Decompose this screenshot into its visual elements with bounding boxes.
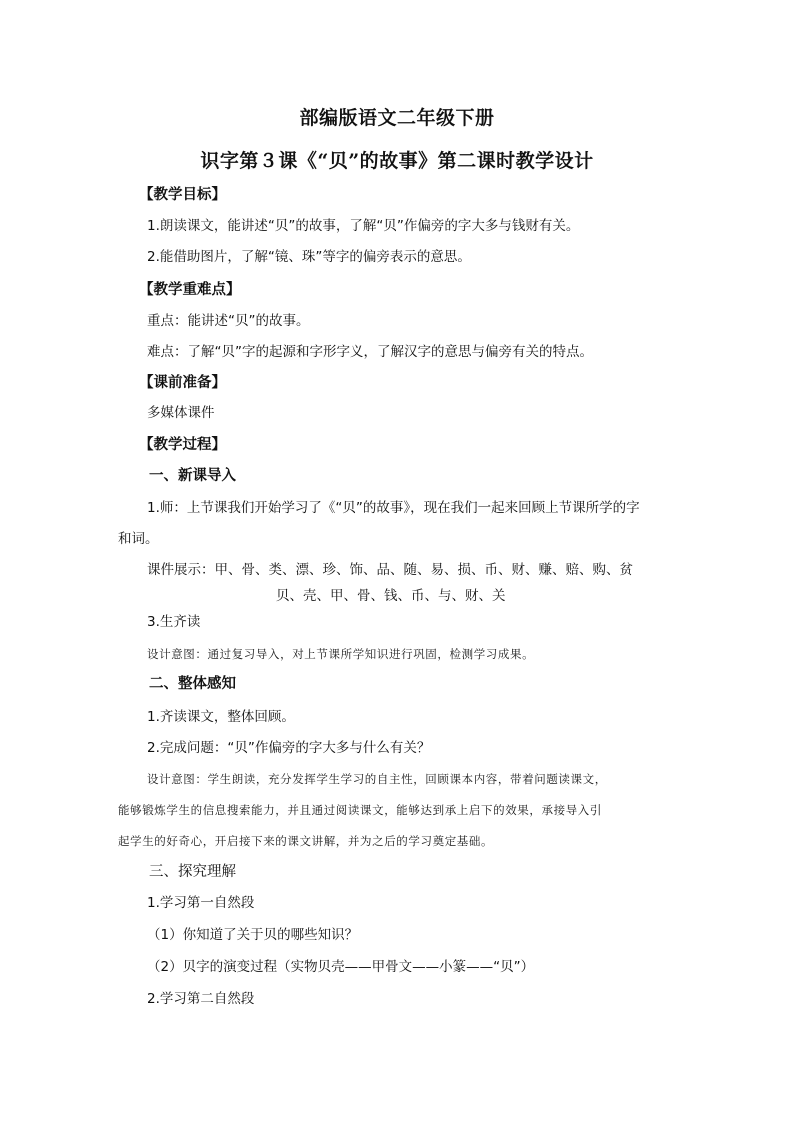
part1-design-note: 设计意图：通过复习导入，对上节课所学知识进行巩固，检测学习成果。 bbox=[147, 647, 535, 661]
part1-item1-line1: 1.师：上节课我们开始学习了《“贝”的故事》，现在我们一起来回顾上节课所学的字 bbox=[147, 500, 640, 516]
part2-item2: 2.完成问题：“贝”作偏旁的字大多与什么有关？ bbox=[147, 740, 431, 756]
lesson-title: 识字第３课《“贝”的故事》第二课时教学设计 bbox=[200, 150, 594, 172]
goal-item: 1.朗读课文，能讲述“贝”的故事，了解“贝”作偏旁的字大多与钱财有关。 bbox=[147, 218, 580, 234]
keypoints-heading: 【教学重难点】 bbox=[139, 282, 241, 298]
part2-design-note-line2: 能够锻炼学生的信息搜索能力，并且通过阅读课文，能够达到承上启下的效果，承接导入引 bbox=[118, 803, 602, 817]
courseware-line2: 贝、壳、甲、骨、钱、币、与、财、关 bbox=[276, 588, 506, 604]
goal-item: 2.能借助图片，了解“镜、珠”等字的偏旁表示的意思。 bbox=[147, 249, 471, 265]
part2-heading: 二、整体感知 bbox=[149, 676, 236, 692]
focus-text: 重点：能讲述“贝”的故事。 bbox=[147, 313, 310, 329]
preparation-heading: 【课前准备】 bbox=[139, 375, 226, 391]
preparation-content: 多媒体课件 bbox=[147, 405, 215, 421]
courseware-line1: 课件展示：甲、骨、类、漂、珍、饰、品、随、易、损、币、财、赚、赔、购、贫 bbox=[147, 562, 633, 578]
part3-question2: （2）贝字的演变过程（实物贝壳——甲骨文——小篆——“贝”） bbox=[147, 959, 535, 975]
part1-item3: 3.生齐读 bbox=[147, 614, 201, 630]
part3-question1: （1）你知道了关于贝的哪些知识？ bbox=[147, 927, 359, 943]
part1-item1-line2: 和词。 bbox=[118, 531, 159, 547]
difficulty-text: 难点：了解“贝”字的起源和字形字义，了解汉字的意思与偏旁有关的特点。 bbox=[147, 344, 593, 360]
part1-heading: 一、新课导入 bbox=[149, 468, 236, 484]
process-heading: 【教学过程】 bbox=[139, 437, 226, 453]
part2-item1: 1.齐读课文，整体回顾。 bbox=[147, 709, 295, 725]
part2-design-note-line1: 设计意图：学生朗读，充分发挥学生学习的自主性，回顾课本内容，带着问题读课文， bbox=[147, 772, 607, 786]
part3-heading: 三、探究理解 bbox=[149, 864, 236, 880]
part2-design-note-line3: 起学生的好奇心，开启接下来的课文讲解，并为之后的学习奠定基础。 bbox=[118, 834, 494, 848]
document-title: 部编版语文二年级下册 bbox=[299, 107, 495, 129]
goals-heading: 【教学目标】 bbox=[139, 187, 226, 203]
part3-item1: 1.学习第一自然段 bbox=[147, 895, 255, 911]
part3-item2: 2.学习第二自然段 bbox=[147, 991, 255, 1007]
